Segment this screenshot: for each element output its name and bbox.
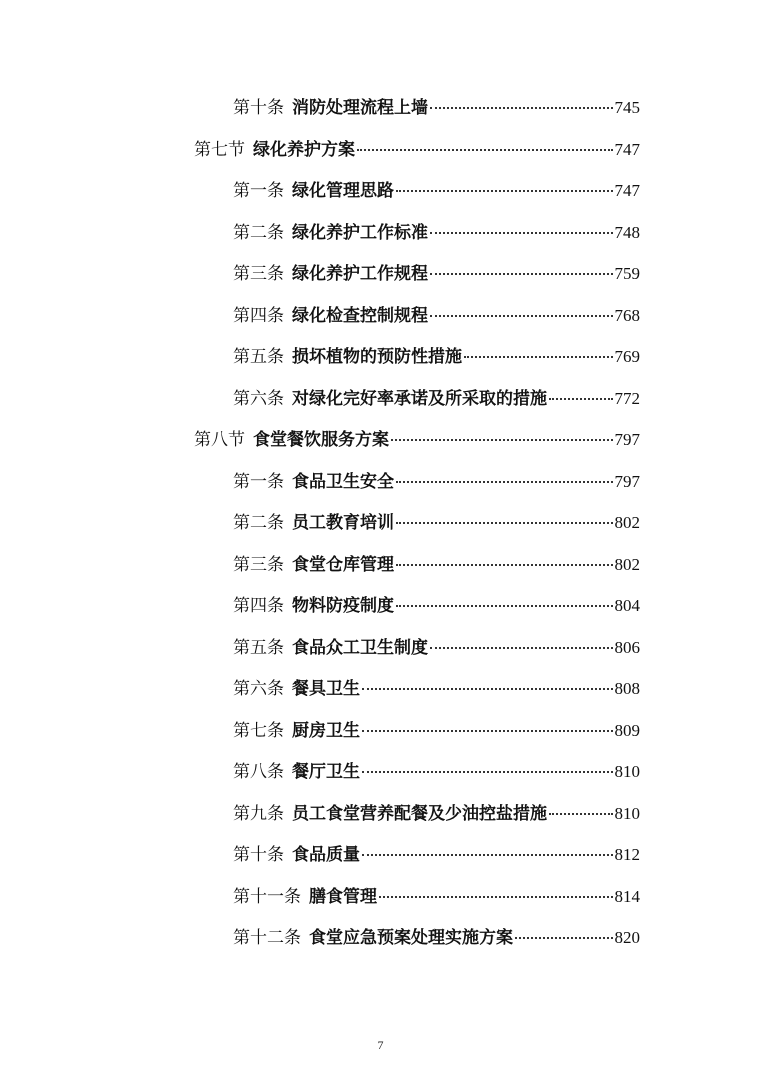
toc-entry-number: 第十二条 xyxy=(233,928,301,948)
toc-entry xyxy=(233,508,640,538)
toc-entry-page: 797 xyxy=(614,430,640,449)
toc-entry xyxy=(233,176,640,206)
toc-entry xyxy=(233,384,640,414)
toc-entry-title: 损坏植物的预防性措施 xyxy=(292,347,462,367)
dot-leader xyxy=(357,149,613,151)
dot-leader xyxy=(362,771,613,773)
toc-entry xyxy=(233,550,640,580)
toc-entry-page: 802 xyxy=(614,555,640,574)
dot-leader xyxy=(396,605,613,607)
toc-entry-number: 第三条 xyxy=(233,264,284,284)
toc-entry-title: 绿化检查控制规程 xyxy=(292,306,428,326)
toc-entry-title: 绿化养护工作规程 xyxy=(292,264,428,284)
toc-entry-number: 第六条 xyxy=(233,679,284,699)
toc-entry-number: 第二条 xyxy=(233,223,284,243)
dot-leader xyxy=(396,190,613,192)
dot-leader xyxy=(396,481,613,483)
toc-entry-number: 第五条 xyxy=(233,347,284,367)
toc-entry xyxy=(233,633,640,663)
dot-leader xyxy=(464,356,613,358)
toc-entry xyxy=(233,301,640,331)
toc-entry-number: 第一条 xyxy=(233,472,284,492)
toc-entry xyxy=(233,259,640,289)
dot-leader xyxy=(396,522,613,524)
toc-entry-number: 第十一条 xyxy=(233,887,301,907)
dot-leader xyxy=(430,647,613,649)
toc-entry-number: 第六条 xyxy=(233,389,284,409)
toc-entry-number: 第四条 xyxy=(233,306,284,326)
toc-entry-number: 第九条 xyxy=(233,804,284,824)
page-number: 7 xyxy=(377,1038,384,1052)
toc-entry-number: 第十条 xyxy=(233,98,284,118)
dot-leader xyxy=(362,688,613,690)
toc-entry-number: 第八节 xyxy=(194,430,245,450)
toc-entry-page: 772 xyxy=(614,389,640,408)
dot-leader xyxy=(515,937,613,939)
toc-entry-title: 食品质量 xyxy=(292,845,360,865)
toc-entry-page: 797 xyxy=(614,472,640,491)
toc-entry-page: 747 xyxy=(614,140,640,159)
toc-entry-page: 820 xyxy=(614,928,640,947)
dot-leader xyxy=(396,564,613,566)
toc-entry-page: 747 xyxy=(614,181,640,200)
dot-leader xyxy=(549,813,613,815)
toc-entry-title: 绿化养护工作标准 xyxy=(292,223,428,243)
toc-entry-title: 厨房卫生 xyxy=(292,721,360,741)
toc-entry-number: 第一条 xyxy=(233,181,284,201)
dot-leader xyxy=(430,315,613,317)
toc-entry-title: 食堂应急预案处理实施方案 xyxy=(309,928,513,948)
toc-entry xyxy=(233,674,640,704)
toc-entry-page: 809 xyxy=(614,721,640,740)
toc-entry-page: 810 xyxy=(614,762,640,781)
toc-entry-page: 810 xyxy=(614,804,640,823)
toc-entry-number: 第八条 xyxy=(233,762,284,782)
toc-entry xyxy=(233,882,640,912)
toc-entry-title: 消防处理流程上墙 xyxy=(292,98,428,118)
toc-entry xyxy=(233,757,640,787)
toc-entry-title: 绿化养护方案 xyxy=(253,140,355,160)
toc-entry-title: 绿化管理思路 xyxy=(292,181,394,201)
toc-entry-number: 第四条 xyxy=(233,596,284,616)
toc-entry-page: 806 xyxy=(614,638,640,657)
dot-leader xyxy=(430,107,613,109)
toc-entry-number: 第七节 xyxy=(194,140,245,160)
toc-entry xyxy=(233,591,640,621)
toc-entry-number: 第十条 xyxy=(233,845,284,865)
toc-entry-title: 食堂仓库管理 xyxy=(292,555,394,575)
toc-entry-title: 食品众工卫生制度 xyxy=(292,638,428,658)
toc-entry xyxy=(194,425,640,455)
toc-entry-number: 第五条 xyxy=(233,638,284,658)
toc-entry xyxy=(233,716,640,746)
toc-entry xyxy=(233,799,640,829)
toc-entry-title: 对绿化完好率承诺及所采取的措施 xyxy=(292,389,547,409)
toc-entry xyxy=(233,218,640,248)
toc-entry-number: 第三条 xyxy=(233,555,284,575)
toc-entry-title: 物料防疫制度 xyxy=(292,596,394,616)
toc-entry-page: 802 xyxy=(614,513,640,532)
toc-entry xyxy=(233,467,640,497)
toc-entry xyxy=(233,342,640,372)
toc-entry xyxy=(233,93,640,123)
toc-entry-page: 808 xyxy=(614,679,640,698)
toc-entry xyxy=(233,923,640,953)
toc-entry-page: 804 xyxy=(614,596,640,615)
dot-leader xyxy=(430,273,613,275)
toc-entry-title: 餐厅卫生 xyxy=(292,762,360,782)
toc-entry-number: 第七条 xyxy=(233,721,284,741)
toc-entry-page: 748 xyxy=(614,223,640,242)
dot-leader xyxy=(430,232,613,234)
toc-entry-title: 食品卫生安全 xyxy=(292,472,394,492)
toc-entry-page: 769 xyxy=(614,347,640,366)
toc-entry-title: 员工教育培训 xyxy=(292,513,394,533)
toc-entry xyxy=(233,840,640,870)
dot-leader xyxy=(362,730,613,732)
toc-entry-page: 768 xyxy=(614,306,640,325)
toc-entry-title: 食堂餐饮服务方案 xyxy=(253,430,389,450)
dot-leader xyxy=(362,854,613,856)
dot-leader xyxy=(379,896,613,898)
toc-entry-page: 745 xyxy=(614,98,640,117)
toc-entry-page: 814 xyxy=(614,887,640,906)
toc-entry-title: 餐具卫生 xyxy=(292,679,360,699)
toc-entry-page: 759 xyxy=(614,264,640,283)
toc-entry-title: 员工食堂营养配餐及少油控盐措施 xyxy=(292,804,547,824)
toc-entry xyxy=(194,135,640,165)
dot-leader xyxy=(549,398,613,400)
dot-leader xyxy=(391,439,613,441)
toc-entry-page: 812 xyxy=(614,845,640,864)
toc-entry-number: 第二条 xyxy=(233,513,284,533)
toc-entry-title: 膳食管理 xyxy=(309,887,377,907)
